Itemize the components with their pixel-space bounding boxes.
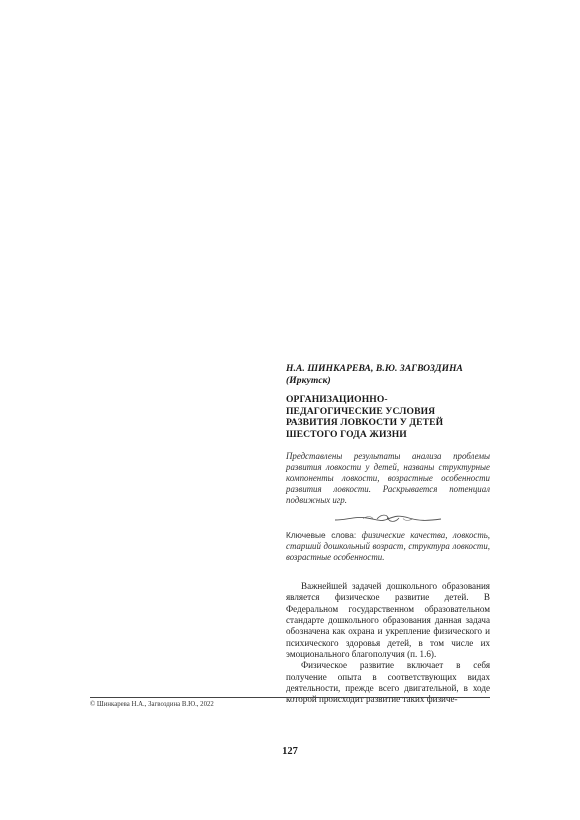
keywords-text: физические качества, ловкость, старший дошкольный возраст, структура ловкости, возрастные особенности. — [286, 530, 491, 562]
article-title — [286, 394, 490, 440]
title-line: ОРГАНИЗАЦИОННО- — [286, 394, 388, 405]
keywords-label: Ключевые слова: — [286, 530, 357, 540]
author-city: (Иркутск) — [286, 375, 331, 386]
footnote-divider — [90, 697, 490, 698]
title-line: ПЕДАГОГИЧЕСКИЕ УСЛОВИЯ — [286, 405, 436, 417]
article-abstract: Представлены результаты анализа проблемы развития ловкости у детей, названы структурные компоненты ловкости, возрастные особенности развития ловкости. Раскрывается потенциал подвижных игр. — [286, 451, 490, 505]
article-column — [286, 364, 490, 706]
copyright-notice: © Шинкарева Н.А., Загвоздина В.Ю., 2022 — [90, 701, 214, 708]
body-paragraph: Важнейшей задачей дошкольного образования является физическое развитие детей. В Федеральном государственном образовательном стандарте дошкольного образования данная задача обозначена как охрана и укрепление физического и психического здоровья детей, в том числе их эмоционального благополучия (п. 1.6). — [286, 581, 490, 660]
article-keywords — [286, 530, 490, 563]
title-line: РАЗВИТИЯ ЛОВКОСТИ У ДЕТЕЙ — [286, 417, 444, 428]
ornament-divider-icon — [286, 512, 490, 524]
article-body — [286, 581, 490, 706]
page-number: 127 — [282, 746, 298, 757]
body-paragraph: Физическое развитие включает в себя получение опыта в соответствующих видах деятельности, прежде всего двигательной, в ходе которой происходит развитие таких физиче- — [286, 660, 490, 705]
ornament-swash-icon — [333, 513, 443, 525]
title-line: ШЕСТОГО ГОДА ЖИЗНИ — [286, 428, 407, 440]
author-names: Н.А. ШИНКАРЕВА, В.Ю. ЗАГВОЗДИНА — [286, 364, 463, 374]
article-authors — [286, 364, 490, 387]
